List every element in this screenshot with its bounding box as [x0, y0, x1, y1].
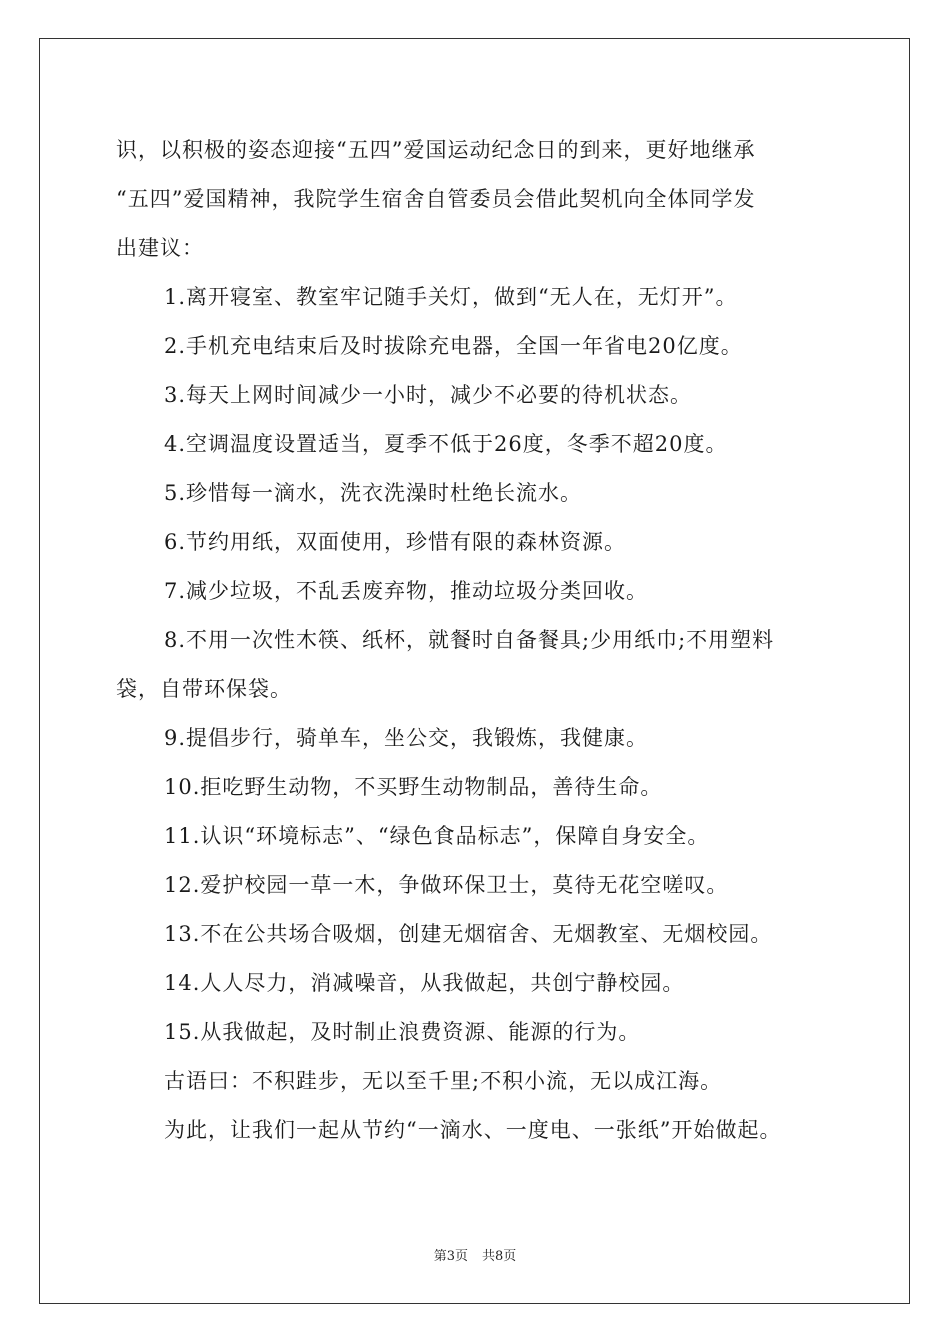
list-item-11: 11.认识“环境标志”、“绿色食品标志”，保障自身安全。	[164, 824, 710, 848]
text-line-1: 识，以积极的姿态迎接“五四”爱国运动纪念日的到来，更好地继承	[116, 138, 756, 162]
list-item-2: 2.手机充电结束后及时拔除充电器，全国一年省电20亿度。	[164, 334, 743, 358]
list-item-3: 3.每天上网时间减少一小时，减少不必要的待机状态。	[164, 383, 693, 407]
document-body	[116, 126, 856, 1155]
page-number-current: 第3页	[433, 1249, 468, 1264]
page-footer	[0, 1245, 950, 1264]
list-item-6: 6.节约用纸，双面使用，珍惜有限的森林资源。	[164, 530, 627, 554]
list-item-5: 5.珍惜每一滴水，洗衣洗澡时杜绝长流水。	[164, 481, 583, 505]
list-item-15: 15.从我做起，及时制止浪费资源、能源的行为。	[164, 1020, 641, 1044]
list-item-13: 13.不在公共场合吸烟，创建无烟宿舍、无烟教室、无烟校园。	[164, 922, 773, 946]
quote-paragraph: 古语曰：不积跬步，无以至千里;不积小流，无以成江海。	[164, 1069, 723, 1093]
list-item-4: 4.空调温度设置适当，夏季不低于26度，冬季不超20度。	[164, 432, 728, 456]
list-item-8: 8.不用一次性木筷、纸杯，就餐时自备餐具;少用纸巾;不用塑料	[164, 628, 775, 652]
text-line-2: “五四”爱国精神，我院学生宿舍自管委员会借此契机向全体同学发	[116, 187, 756, 211]
list-item-1: 1.离开寝室、教室牢记随手关灯，做到“无人在，无灯开”。	[164, 285, 738, 309]
closing-paragraph: 为此，让我们一起从节约“一滴水、一度电、一张纸”开始做起。	[164, 1118, 782, 1142]
page-number-total: 共8页	[482, 1249, 517, 1264]
list-item-8-continued: 袋，自带环保袋。	[116, 677, 292, 701]
text-line-3: 出建议：	[116, 236, 204, 260]
list-item-9: 9.提倡步行，骑单车，坐公交，我锻炼，我健康。	[164, 726, 649, 750]
list-item-14: 14.人人尽力，消减噪音，从我做起，共创宁静校园。	[164, 971, 685, 995]
list-item-7: 7.减少垃圾，不乱丢废弃物，推动垃圾分类回收。	[164, 579, 649, 603]
list-item-10: 10.拒吃野生动物，不买野生动物制品，善待生命。	[164, 775, 663, 799]
list-item-12: 12.爱护校园一草一木，争做环保卫士，莫待无花空嗟叹。	[164, 873, 729, 897]
